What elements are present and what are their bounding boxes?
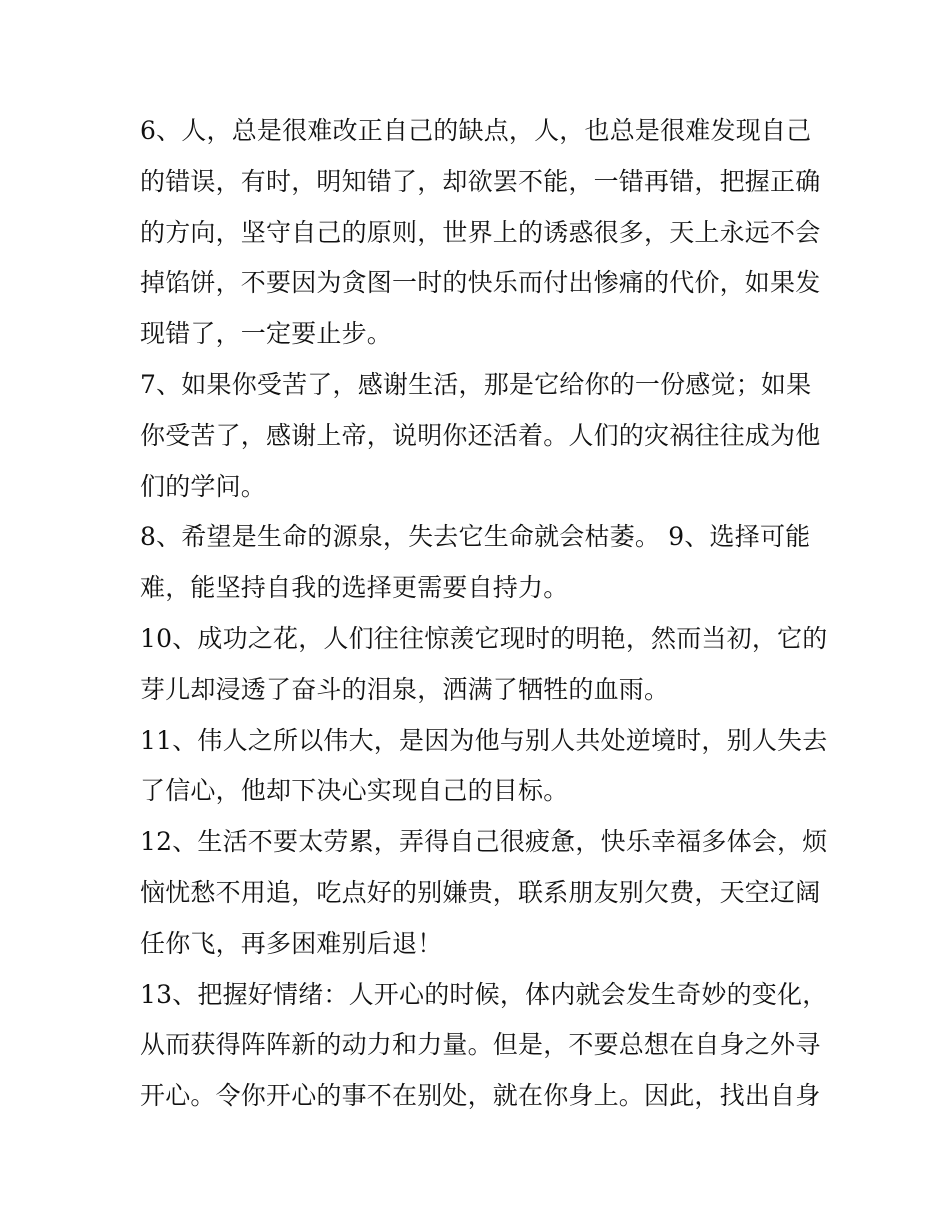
- text-line-9: 8、希望是生命的源泉，失去它生命就会枯萎。 9、选择可能: [140, 522, 811, 552]
- text-line-10: 难，能坚持自我的选择更需要自持力。: [140, 573, 569, 603]
- text-line-2: 的错误，有时，明知错了，却欲罢不能，一错再错，把握正确: [140, 166, 821, 196]
- text-line-6: 7、如果你受苦了，感谢生活，那是它给你的一份感觉；如果: [140, 369, 812, 399]
- text-line-16: 恼忧愁不用追，吃点好的别嫌贵，联系朋友别欠费，天空辽阔: [140, 877, 821, 907]
- document-body: [140, 106, 828, 1122]
- text-line-14: 了信心，他却下决心实现自己的目标。: [140, 776, 569, 806]
- text-line-7: 你受苦了，感谢上帝，说明你还活着。人们的灾祸往往成为他: [140, 420, 821, 450]
- text-line-11: 10、成功之花，人们往往惊羡它现时的明艳，然而当初，它的: [140, 623, 828, 653]
- text-line-1: 6、人，总是很难改正自己的缺点，人，也总是很难发现自己: [140, 116, 812, 145]
- text-line-20: 开心。令你开心的事不在别处，就在你身上。因此，找出自身: [140, 1081, 821, 1111]
- text-line-12: 芽儿却浸透了奋斗的泪泉，洒满了牺牲的血雨。: [140, 674, 670, 704]
- text-line-5: 现错了，一定要止步。: [140, 319, 393, 349]
- text-line-15: 12、生活不要太劳累，弄得自己很疲惫，快乐幸福多体会，烦: [140, 827, 828, 857]
- text-line-17: 任你飞，再多困难别后退！: [140, 928, 443, 958]
- text-line-19: 从而获得阵阵新的动力和力量。但是，不要总想在自身之外寻: [140, 1030, 821, 1060]
- text-line-18: 13、把握好情绪：人开心的时候，体内就会发生奇妙的变化，: [140, 979, 828, 1009]
- text-line-13: 11、伟人之所以伟大，是因为他与别人共处逆境时，别人失去: [140, 725, 828, 755]
- text-line-8: 们的学问。: [140, 471, 267, 501]
- text-line-3: 的方向，坚守自己的原则，世界上的诱惑很多，天上永远不会: [140, 217, 821, 247]
- text-line-4: 掉馅饼，不要因为贪图一时的快乐而付出惨痛的代价，如果发: [140, 268, 821, 298]
